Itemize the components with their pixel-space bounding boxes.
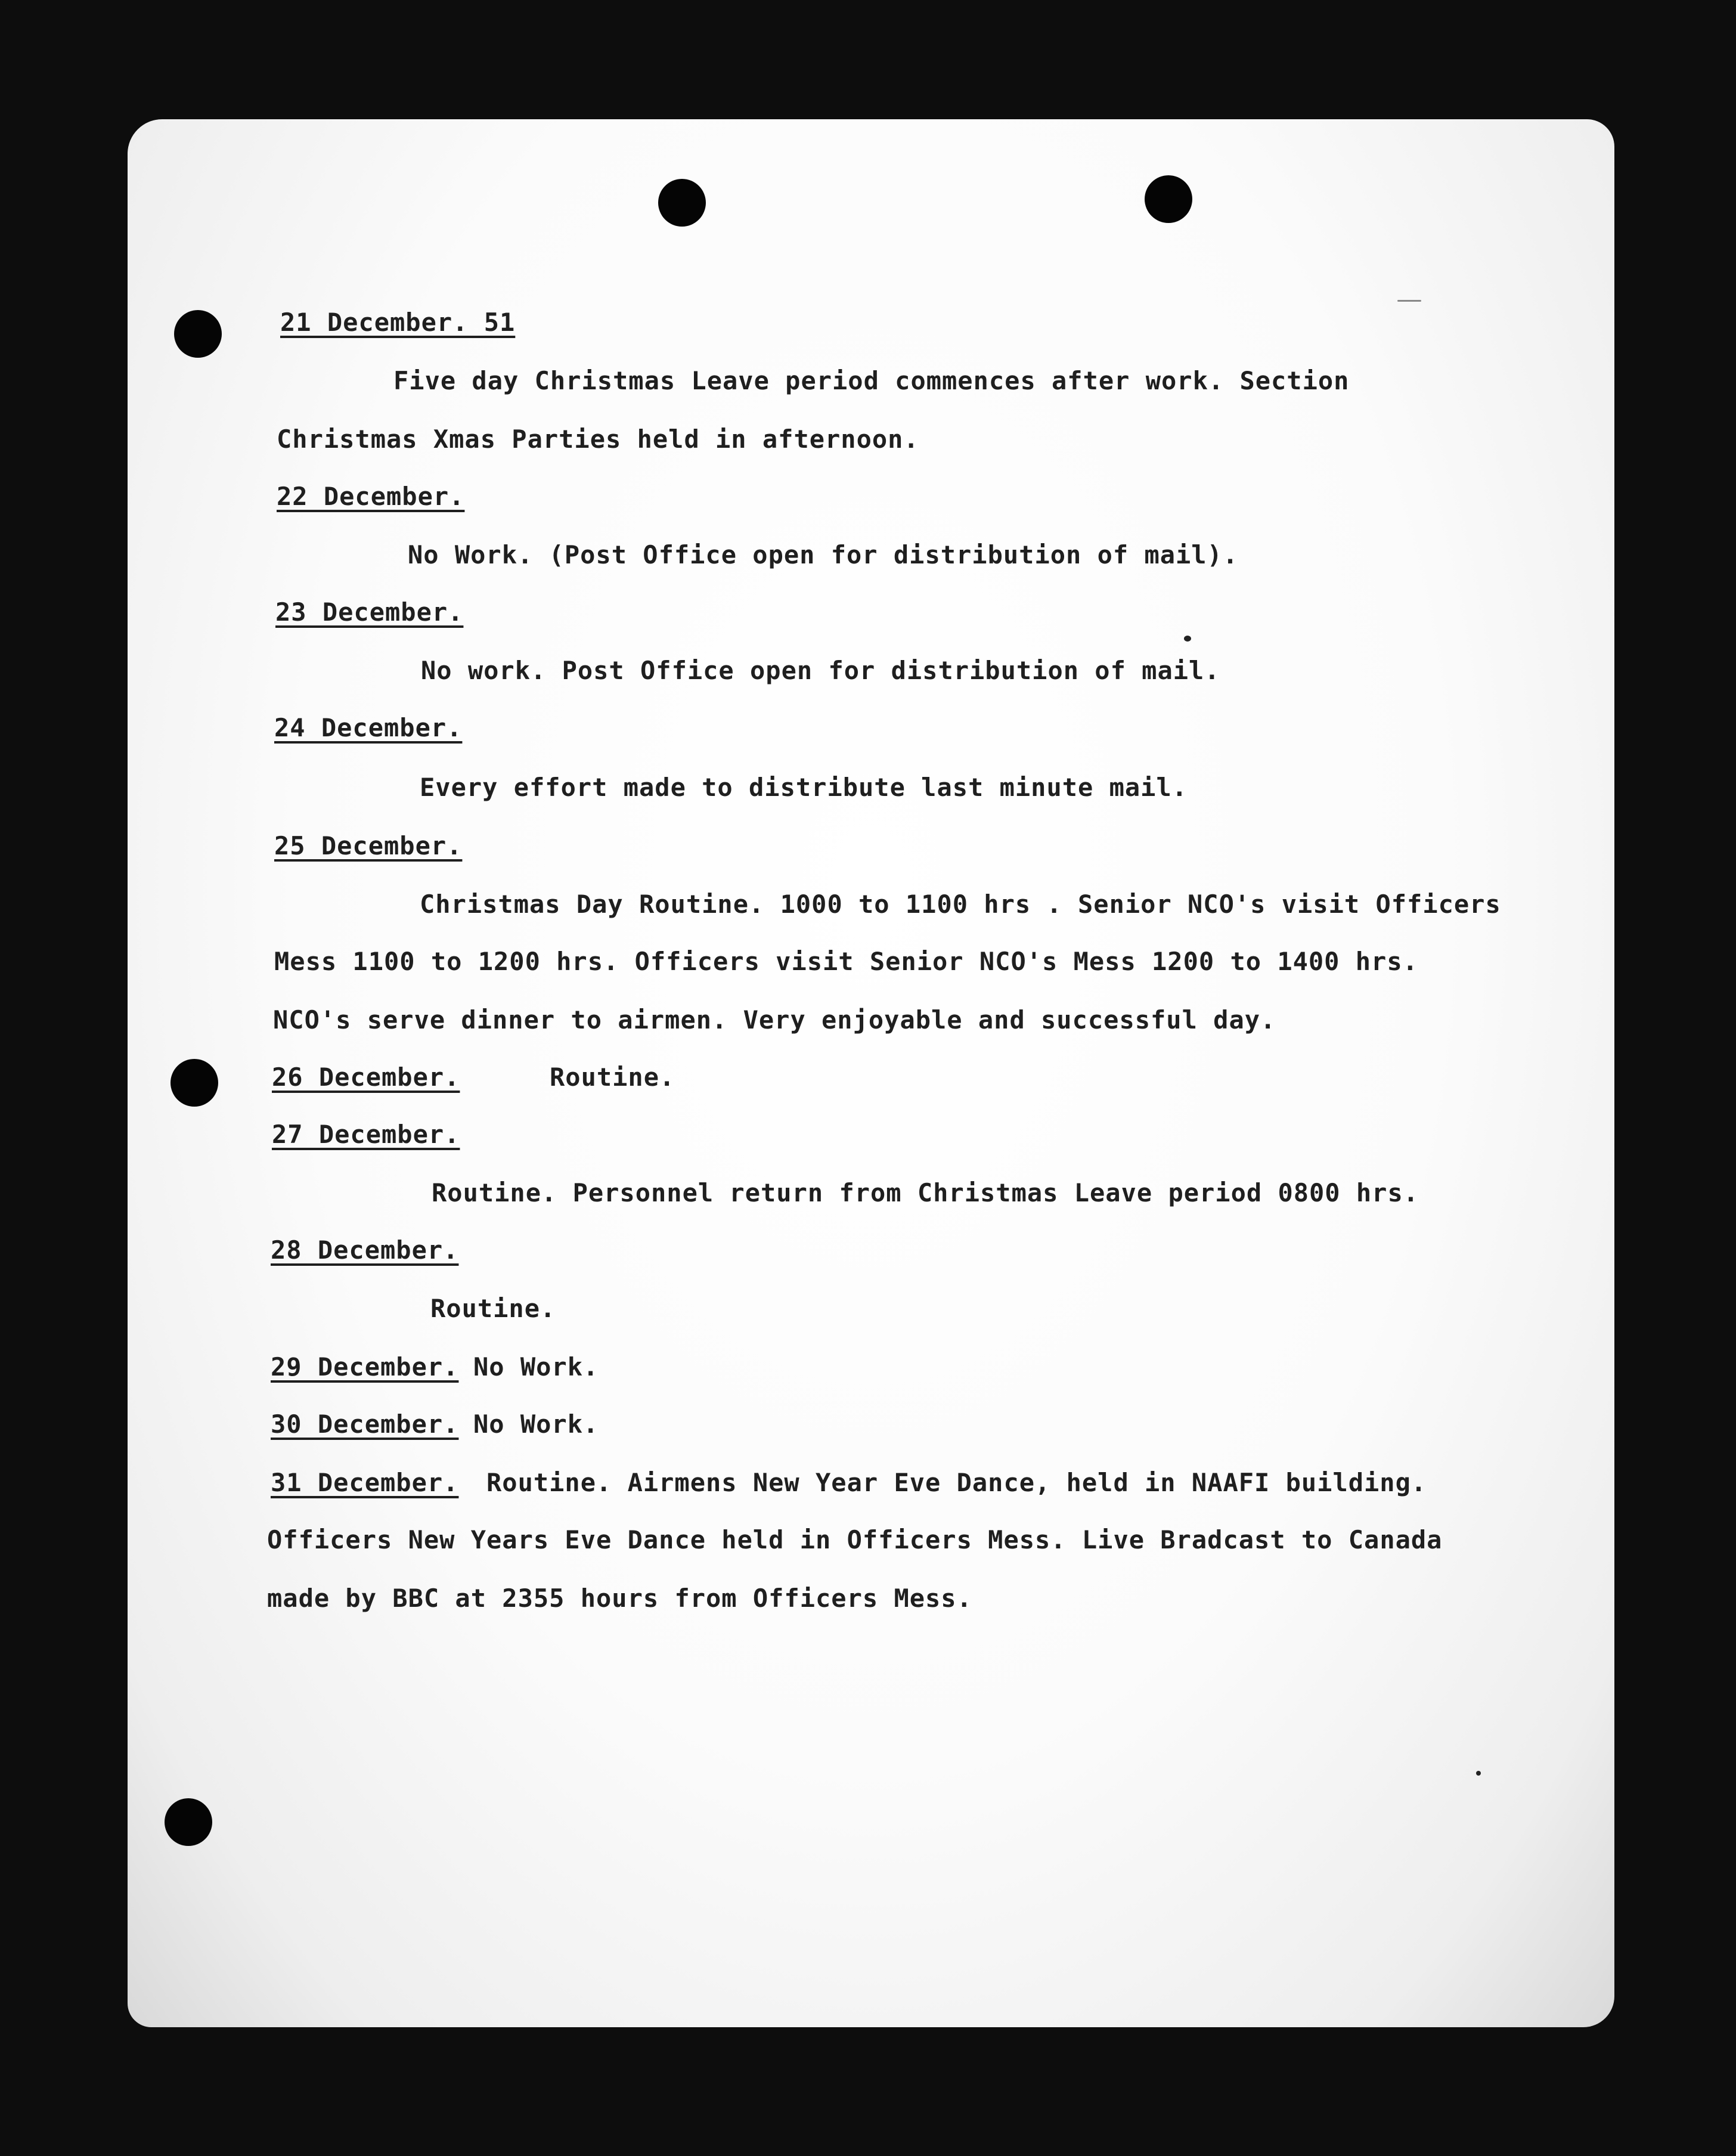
entry-date-28: 28 December. xyxy=(271,1235,459,1265)
document-page xyxy=(128,119,1614,2027)
typed-diary-text xyxy=(128,119,1614,2027)
entry-text-25-line2: Mess 1100 to 1200 hrs. Officers visit Senior NCO's Mess 1200 to 1400 hrs. xyxy=(274,947,1418,976)
entry-date-25: 25 December. xyxy=(274,831,463,860)
entry-text-31-line2: Officers New Years Eve Dance held in Officers Mess. Live Bradcast to Canada xyxy=(267,1525,1443,1554)
entry-date-30: 30 December. xyxy=(271,1410,459,1439)
entry-text-31-line3: made by BBC at 2355 hours from Officers Mess. xyxy=(267,1584,972,1613)
entry-date-31: 31 December. xyxy=(271,1468,459,1497)
entry-text-21-line2: Christmas Xmas Parties held in afternoon. xyxy=(277,425,919,454)
entry-text-25-line3: NCO's serve dinner to airmen. Very enjoyable and successful day. xyxy=(273,1005,1276,1034)
entry-text-21-line1: Five day Christmas Leave period commences after work. Section xyxy=(393,366,1350,395)
entry-text-30: No Work. xyxy=(473,1410,599,1439)
entry-text-26: Routine. xyxy=(550,1062,675,1092)
entry-text-27: Routine. Personnel return from Christmas Leave period 0800 hrs. xyxy=(432,1178,1419,1207)
entry-text-25-line1: Christmas Day Routine. 1000 to 1100 hrs . Senior NCO's visit Officers xyxy=(420,890,1501,919)
entry-text-24: Every effort made to distribute last minute mail. xyxy=(420,773,1188,802)
entry-text-22: No Work. (Post Office open for distribution of mail). xyxy=(408,540,1239,569)
entry-date-22: 22 December. xyxy=(277,482,465,511)
entry-date-23: 23 December. xyxy=(275,597,464,627)
entry-text-29: No Work. xyxy=(473,1352,599,1381)
entry-date-26: 26 December. xyxy=(272,1062,460,1092)
entry-date-29: 29 December. xyxy=(271,1352,459,1381)
entry-date-27: 27 December. xyxy=(272,1120,460,1149)
entry-date-24: 24 December. xyxy=(274,713,463,742)
entry-text-23: No work. Post Office open for distribution of mail. xyxy=(421,656,1220,685)
entry-date-21: 21 December. 51 xyxy=(280,308,516,337)
entry-text-28: Routine. xyxy=(430,1294,556,1323)
entry-text-31-line1: Routine. Airmens New Year Eve Dance, held in NAAFI building. xyxy=(486,1468,1427,1497)
